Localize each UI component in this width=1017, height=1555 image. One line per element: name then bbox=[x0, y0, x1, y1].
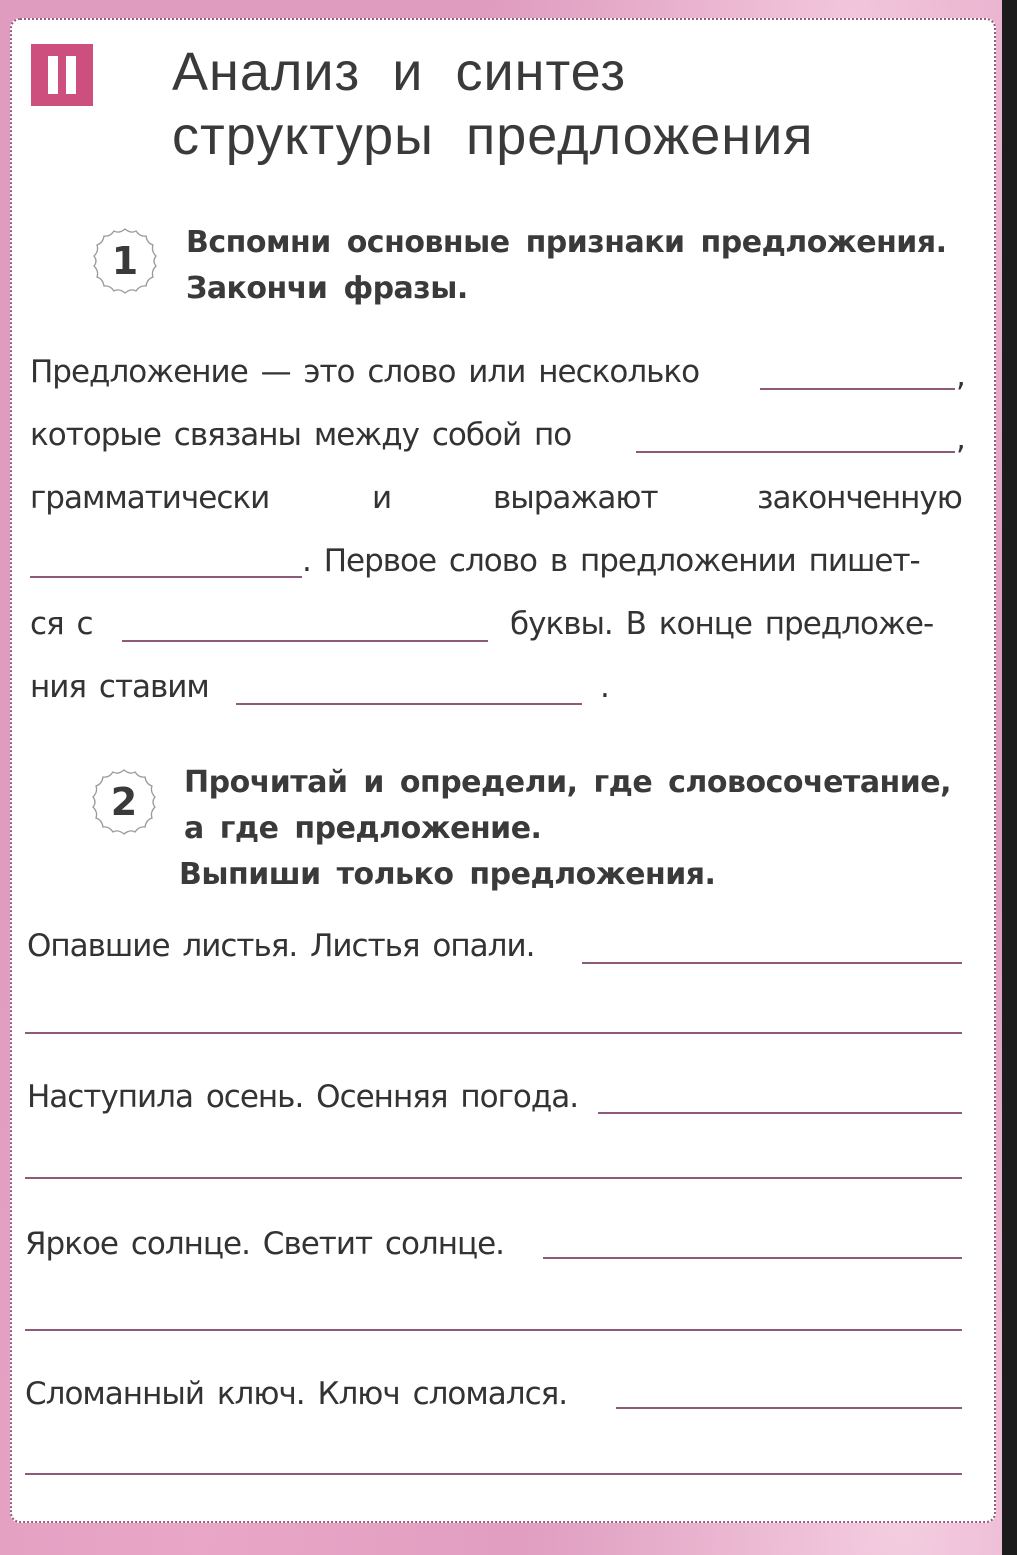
task1-text-line-4: . Первое слово в предложении пишет- bbox=[302, 543, 920, 579]
answer-line-2b[interactable] bbox=[25, 1177, 962, 1179]
answer-blank-3[interactable] bbox=[30, 576, 302, 578]
period: . bbox=[600, 669, 610, 705]
task2-instruction-line-1: Прочитай и определи, где словосочетание, bbox=[184, 765, 952, 800]
task1-text-line-5-end: буквы. В конце предложе- bbox=[510, 606, 934, 642]
exercise-item-2: Наступила осень. Осенняя погода. bbox=[27, 1079, 579, 1115]
roman-numeral-bar bbox=[66, 56, 76, 94]
title-line-2: структуры предложения bbox=[172, 106, 814, 166]
task1-text-line-2: которые связаны между собой по bbox=[30, 417, 572, 453]
answer-line-2a[interactable] bbox=[598, 1112, 962, 1114]
task1-instruction bbox=[186, 220, 946, 312]
exercise-item-1: Опавшие листья. Листья опали. bbox=[27, 928, 535, 964]
answer-line-3b[interactable] bbox=[25, 1329, 962, 1331]
task2-instruction-line-2: а где предложение. bbox=[184, 811, 542, 846]
task-number-2 bbox=[89, 767, 159, 837]
task1-text-word: выражают bbox=[493, 480, 658, 516]
task1-text-word: законченную bbox=[757, 480, 962, 516]
title-line-1: Анализ и синтез bbox=[172, 42, 627, 102]
task-number-1 bbox=[90, 226, 160, 296]
answer-blank-5[interactable] bbox=[236, 703, 582, 705]
comma: , bbox=[956, 358, 966, 394]
answer-line-4b[interactable] bbox=[25, 1473, 962, 1475]
task-number-label: 1 bbox=[111, 239, 139, 283]
task1-text-line-6-start: ния ставим bbox=[30, 669, 209, 705]
comma: , bbox=[956, 421, 966, 457]
task1-text-line-1: Предложение — это слово или несколько bbox=[30, 354, 700, 390]
task1-text-word: грамматически bbox=[30, 480, 270, 516]
roman-numeral-bar bbox=[48, 56, 58, 94]
answer-blank-4[interactable] bbox=[122, 640, 488, 642]
answer-line-4a[interactable] bbox=[616, 1407, 962, 1409]
task-number-label: 2 bbox=[110, 780, 138, 824]
task1-instruction-line-2: Закончи фразы. bbox=[186, 271, 468, 306]
answer-line-1a[interactable] bbox=[582, 962, 962, 964]
section-badge bbox=[31, 44, 93, 106]
answer-blank-2[interactable] bbox=[636, 451, 955, 453]
exercise-item-4: Сломанный ключ. Ключ сломался. bbox=[25, 1376, 568, 1412]
page-title bbox=[172, 40, 814, 168]
task2-instruction bbox=[179, 760, 952, 898]
exercise-item-3: Яркое солнце. Светит солнце. bbox=[25, 1226, 505, 1262]
task1-instruction-line-1: Вспомни основные признаки предложения. bbox=[186, 225, 947, 260]
answer-line-1b[interactable] bbox=[25, 1032, 962, 1034]
task2-instruction-line-3: Выпиши только предложения. bbox=[179, 857, 716, 892]
task1-text-line-5-start: ся с bbox=[30, 606, 93, 642]
task1-text-word: и bbox=[372, 480, 392, 516]
answer-blank-1[interactable] bbox=[760, 388, 955, 390]
answer-line-3a[interactable] bbox=[543, 1257, 962, 1259]
